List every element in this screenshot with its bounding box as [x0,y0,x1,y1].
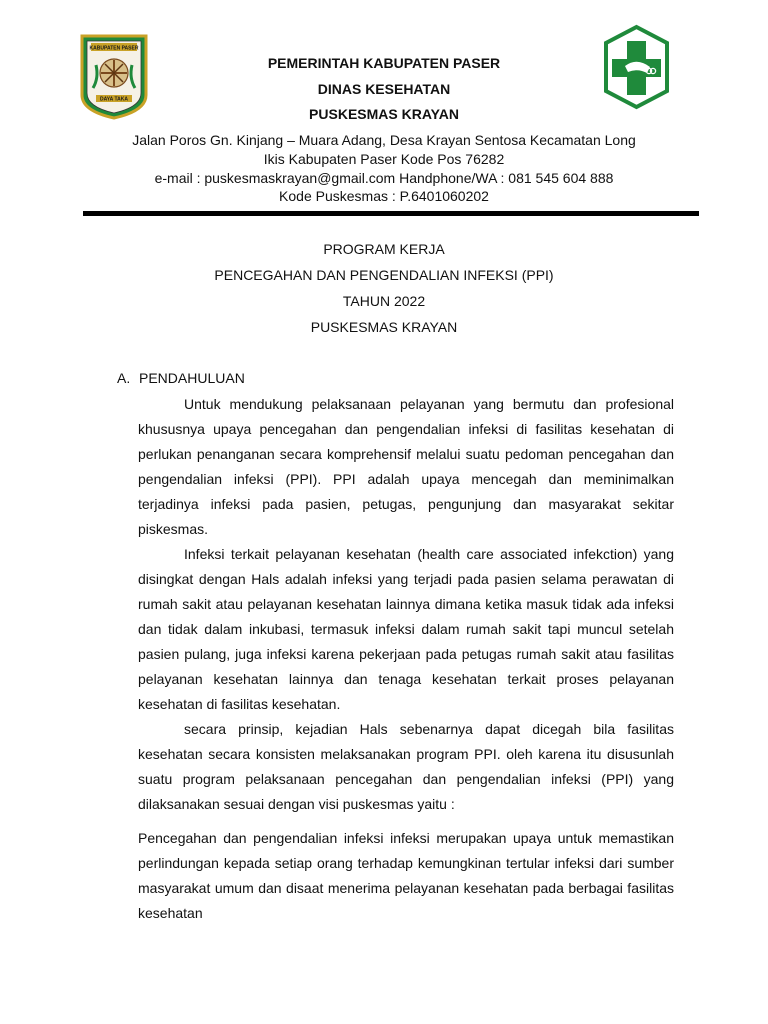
paragraph-2: Infeksi terkait pelayanan kesehatan (health care associated infekction) yang disingkat dengan Hals adalah infeksi yang terjadi pada pasien selama perawatan di rumah sakit atau pelayanan kesehatan lainnya dimana ketika masuk tidak ada infeksi dan tidak dalam inkubasi, termasuk infeksi dalam rumah sakit tapi muncul setelah pasien pulang, juga infeksi karena pekerjaan pada petugas rumah sakit atau fasilitas pelayanan kesehatan lainnya dan tenaga kesehatan terkait proses pelayanan kesehatan di fasilitas kesehatan. [138,546,674,712]
header-puskesmas: PUSKESMAS KRAYAN [309,106,459,122]
emblem-top-text: KABUPATEN PASER [89,45,139,52]
letterhead-divider [83,211,699,216]
document-title-line4: PUSKESMAS KRAYAN [310,319,458,335]
header-address-line1: Jalan Poros Gn. Kinjang – Muara Adang, Desa Krayan Sentosa Kecamatan Long [132,132,636,148]
document-title-line1: PROGRAM KERJA [323,241,445,257]
section-heading [117,370,245,386]
paragraph-1: Untuk mendukung pelaksanaan pelayanan yang bermutu dan profesional khususnya upaya pencegahan dan pengendalian infeksi di fasilitas kesehatan di perlukan penanganan secara komprehensif melalui suatu pedoman pencegahan dan pengendalian infeksi (PPI). PPI adalah upaya mencegah dan meminimalkan terjadinya infeksi pada pasien, petugas, pengunjung dan masyarakat sekitar piskesmas. [138,396,674,537]
section-heading-text: PENDAHULUAN [139,370,245,386]
section-marker: A. [117,370,131,386]
document-title-line2: PENCEGAHAN DAN PENGENDALIAN INFEKSI (PPI) [214,267,554,283]
header-department: DINAS KESEHATAN [317,81,451,97]
paragraph-3: secara prinsip, kejadian Hals sebenarnya dapat dicegah bila fasilitas kesehatan secara konsisten melaksanakan program PPI. oleh karena itu disusunlah suatu program pelaksanaan pencegahan dan pengendalian infeksi (PPI) yang dilaksanakan sesuai dengan visi puskesmas yaitu : [138,721,674,812]
emblem-bottom-text: DAYA TAKA [100,96,128,103]
header-government: PEMERINTAH KABUPATEN PASER [267,55,501,71]
paragraph-4: Pencegahan dan pengendalian infeksi infeksi merupakan upaya untuk memastikan perlindungan kepada setiap orang terhadap kemungkinan tertular infeksi dari sumber masyarakat umum dan disaat menerima pelayanan kesehatan pada berbagai fasilitas kesehatan [138,830,674,921]
header-contact: e-mail : puskesmaskrayan@gmail.com Handphone/WA : 081 545 604 888 [154,170,614,186]
document-title-line3: TAHUN 2022 [342,293,426,309]
header-puskesmas-code: Kode Puskesmas : P.6401060202 [279,188,489,204]
header-address-line2: Ikis Kabupaten Paser Kode Pos 76282 [263,151,505,167]
